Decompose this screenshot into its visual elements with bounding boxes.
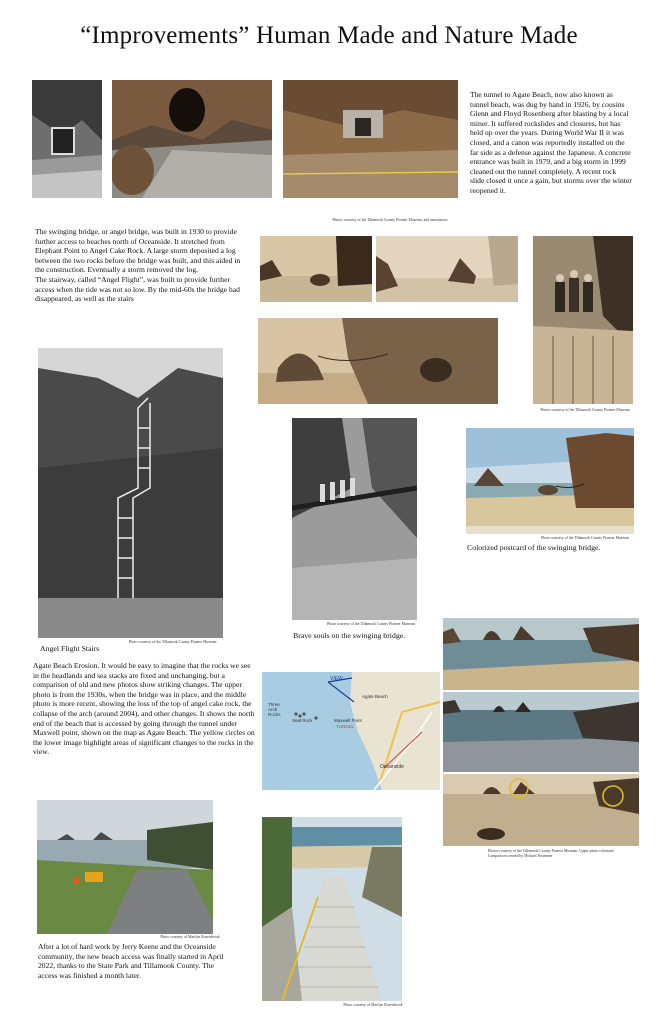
stairs-caption: Angel Flight Stairs: [40, 644, 100, 653]
brave-caption: Brave souls on the swinging bridge.: [293, 631, 406, 640]
bridge-rocks-photo: [376, 236, 518, 302]
erosion-text: Agate Beach Erosion. It would be easy to imagine that the rocks we see in the headlands and sea stacks are fixed and unchanging, but a comparison of old and new photos show striking changes. The upper photo is from the 1930s, when the bridge was in place, and the middle photo is more recent, showing the loss of the top of angel cake rock, the collapse of the arch (around 2004), and other changes. It shows the north end of the beach that is accessed by going through the tunnel under Maxwell point, shown on the map as Agate Beach. The yellow circles on the lower image highlight areas of significant changes to the rocks in the view.: [33, 661, 255, 757]
angel-flight-stairs-photo: [38, 348, 223, 638]
tunnel-entrance-photo: [32, 80, 102, 198]
tunnel-photo-credit: Photos courtesy of the Tillamook County Pioneer Museum, and anonymous: [332, 218, 448, 222]
erosion-comparison-photo: [443, 774, 639, 846]
brave-photo-credit: Photo courtesy of the Tillamook County Pioneer Museum: [327, 622, 415, 626]
bridge-photo-credit: Photos courtesy of the Tillamook County Pioneer Museum: [540, 408, 630, 412]
access-photo-credit: Photo courtesy of Marilyn Rosenbrook: [160, 935, 220, 939]
stairs-photo-credit: Photo courtesy of the Tillamook County Pioneer Museum: [128, 640, 217, 644]
steps-photo-credit: Photo courtesy of Marilyn Rosenbrook: [343, 1003, 403, 1007]
erosion-photo-credit: Photos courtesy of the Tillamook County Pioneer Museum. Upper photo colorized. Comparison created by Michael Neumeier: [488, 849, 615, 858]
tunnel-text: The tunnel to Agate Beach, now also known as tunnel beach, was dug by hand in 1926, by cousins Glenn and Floyd Rosenberg after blasting by a local miner. It suffered rockslides and closures, but has held up over the years. During World War II it was closed, and a canon was reportedly installed on the far side as a defense against the Japanese. A concrete entrance was built in 1979, and a big storm in 1999 cleaned out the tunnel completely. A recent rock slide closed it once a gain, but storms over the winter reopened it.: [470, 90, 632, 195]
map-view-label: VIEW: [330, 676, 343, 682]
postcard-caption: Colorized postcard of the swinging bridge.: [467, 543, 601, 552]
map-tunnel-label: TUNNEL: [336, 724, 355, 729]
map-three-arch-label: Three Arch Rocks: [268, 702, 281, 717]
agate-beach-map: [262, 672, 440, 790]
map-oceanside-label: Oceanside: [380, 764, 404, 770]
erosion-1930s-photo: [443, 618, 639, 690]
page-title: “Improvements” Human Made and Nature Made: [80, 22, 578, 49]
colorized-postcard-photo: [466, 428, 634, 534]
bridge-text: The swinging bridge, or angel bridge, was built in 1930 to provide further access to beaches north of Oceanside. It stretched from Elephant Point to Angel Cake Rock. A large storm deposited a log between the two rocks before the bridge was built, and this aided in the construction. Eventually a storm removed the log.: [35, 227, 241, 275]
stairway-text: The stairway, called “Angel Flight”, was built to provide further access when the tide was not so low. By the mid-60s the bridge had disappeared, as well as the stairs: [35, 275, 240, 304]
new-beach-steps-photo: [262, 817, 402, 1001]
tunnel-interior-photo: [112, 80, 272, 198]
map-agate-beach-label: Agate Beach: [362, 694, 388, 699]
access-text: After a lot of hard work by Jerry Keene and the Oceanside community, the new beach access was finally started in April 2022, thanks to the State Park and Tillamook County. The access was finished a month later.: [38, 942, 224, 980]
erosion-recent-photo: [443, 692, 639, 772]
bridge-walkway-people-photo: [533, 236, 633, 404]
new-access-construction-photo: [37, 800, 213, 934]
postcard-photo-credit: Photo courtesy of the Tillamook County Pioneer Museum: [541, 536, 629, 540]
brave-souls-bridge-photo: [292, 418, 417, 620]
tunnel-concrete-entrance-photo: [283, 80, 458, 198]
map-maxwell-point-label: Maxwell Point: [334, 718, 362, 723]
swinging-bridge-sepia-photo: [258, 318, 498, 404]
bridge-sea-stacks-photo: [260, 236, 372, 302]
map-seal-rock-label: Seal Rock: [292, 718, 313, 723]
